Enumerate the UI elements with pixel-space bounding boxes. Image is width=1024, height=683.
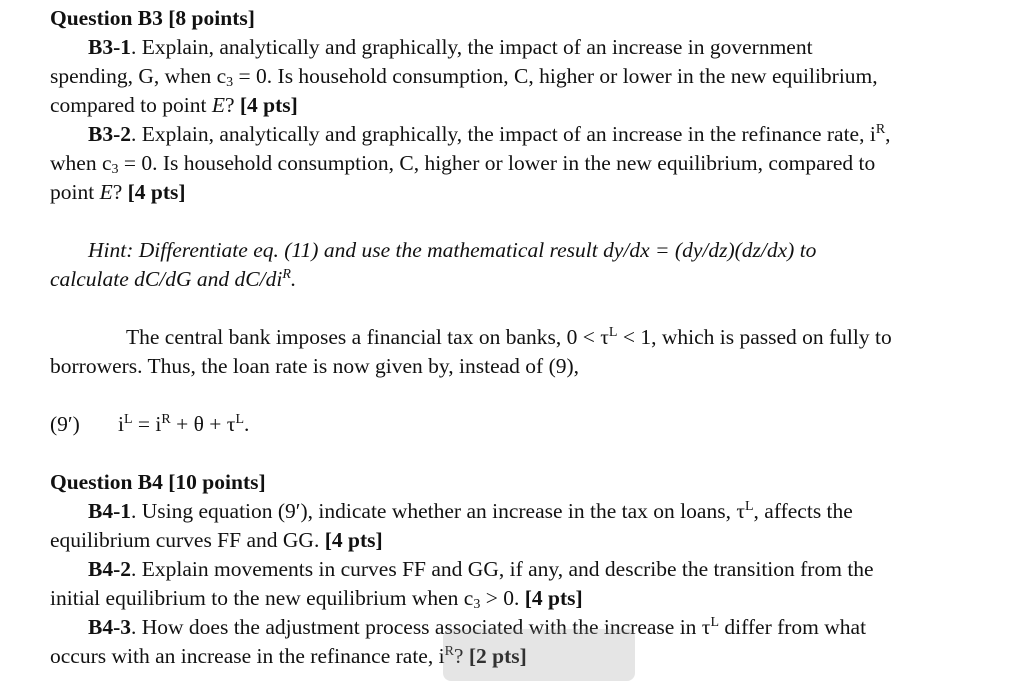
b3-1-points: [4 pts] <box>239 93 298 117</box>
b4-3-points: [2 pts] <box>468 644 527 668</box>
question-b3-title: Question B3 [8 points] <box>50 6 255 30</box>
b4-1-label: B4-1 <box>88 499 131 523</box>
overlay-pill <box>443 629 635 681</box>
b3-2-paragraph: B3-2. Explain, analytically and graphically, the impact of an increase in the refinance rate, $i^R$, when $c_3 = 0$. Is household consumption, C, higher or lower in the new equilibrium, compared to point E? [4 pts] <box>50 122 891 204</box>
b3-2-points: [4 pts] <box>127 180 186 204</box>
b4-1-paragraph: B4-1. Using equation (9′), indicate whether an increase in the tax on loans, $\tau^L$, affects the equilibrium curves FF and GG. [4 pts] <box>50 499 853 552</box>
b3-1-label: B3-1 <box>88 35 131 59</box>
b3-1-paragraph: B3-1. Explain, analytically and graphically, the impact of an increase in government spending, G, when $c_3 = 0$. Is household consumption, C, higher or lower in the new equilibrium, compared to point E? [4 pts] <box>50 35 878 117</box>
tax-paragraph: The central bank imposes a financial tax on banks, $0 < \tau^L < 1$, which is passed on fully to borrowers. Thus, the loan rate is now given by, instead of (9), <box>50 325 892 378</box>
b4-3-paragraph: B4-3. How does the adjustment process associated with the increase in $\tau^L$ differ from what occurs with an increase in the refinance rate, $i^R$? [2 pts] <box>50 615 867 668</box>
b3-2-label: B3-2 <box>88 122 131 146</box>
document-page <box>50 4 1020 671</box>
b4-3-label: B4-3 <box>88 615 131 639</box>
b4-2-paragraph: B4-2. Explain movements in curves FF and GG, if any, and describe the transition from the initial equilibrium to the new equilibrium when $c_3 > 0$. [4 pts] <box>50 557 874 612</box>
equation-number: (9′) <box>50 412 80 436</box>
hint-paragraph: Hint: Differentiate eq. (11) and use the mathematical result dy/dx = (dy/dz)(dz/dx) to calculate dC/dG and $dC/di^R$. <box>50 238 817 291</box>
b4-2-points: [4 pts] <box>524 586 583 610</box>
b4-2-label: B4-2 <box>88 557 131 581</box>
question-b4-title: Question B4 [10 points] <box>50 470 266 494</box>
b4-1-points: [4 pts] <box>324 528 383 552</box>
equation-9-prime: (9′) $i^L = i^R + \theta + \tau^L$. <box>50 410 1020 439</box>
